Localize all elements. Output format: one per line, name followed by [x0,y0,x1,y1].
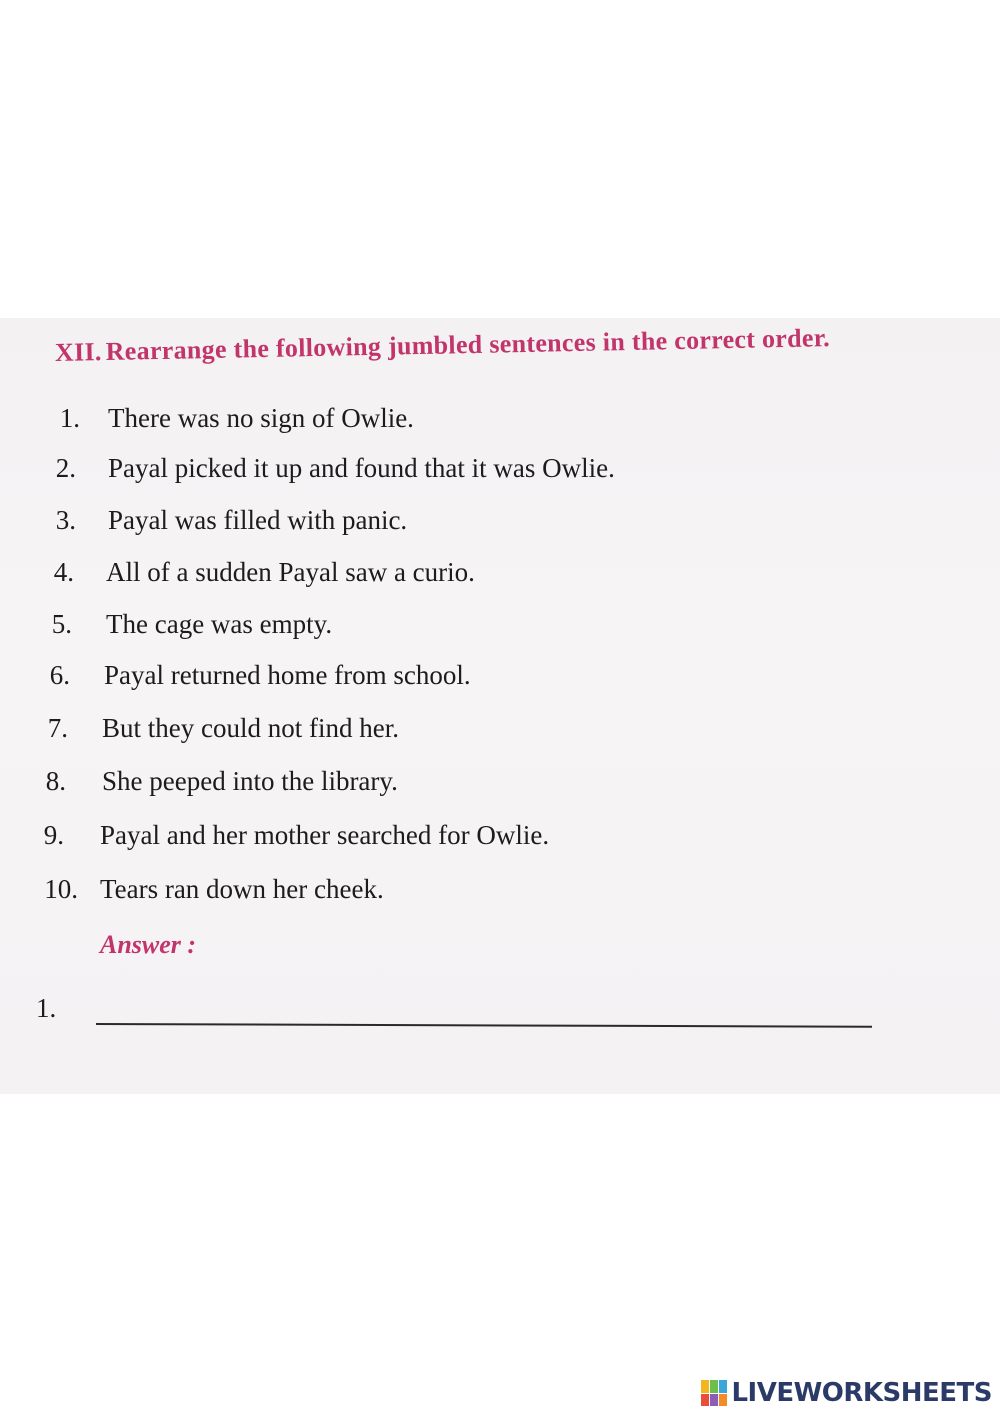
sentence-text: Payal picked it up and found that it was Owlie. [108,453,615,483]
sentence-number: 3. [55,505,76,535]
exercise-instruction: Rearrange the following jumbled sentences in the correct order. [105,323,831,367]
sentence-number: 6. [49,660,70,690]
answer-row [36,993,886,1033]
answer-blank-line[interactable] [96,1023,872,1028]
sentence-text: All of a sudden Payal saw a curio. [106,557,475,587]
answer-label: Answer : [100,930,197,959]
sentence-number: 10. [44,874,78,904]
sentence-text: Payal was filled with panic. [108,505,408,535]
sentence-text: There was no sign of Owlie. [108,403,414,433]
answer-number: 1. [36,993,57,1023]
sentence-number: 7. [47,713,68,743]
sentence-number: 2. [55,453,76,483]
scanned-page [0,318,1000,1094]
liveworksheets-branding [701,1378,992,1408]
sentence-text: The cage was empty. [106,609,333,639]
sentence-text: Tears ran down her cheek. [100,874,384,904]
sentence-number: 8. [45,766,66,796]
sentence-number: 9. [43,820,64,850]
sentence-number: 1. [59,403,80,433]
sentence-number: 5. [51,609,72,639]
sentence-text: But they could not find her. [102,713,399,743]
sentence-number: 4. [53,557,74,587]
sentence-text: She peeped into the library. [102,766,398,796]
sentence-text: Payal and her mother searched for Owlie. [100,820,550,850]
exercise-number: XII. [54,337,102,367]
sentence-text: Payal returned home from school. [104,660,471,690]
liveworksheets-logo-icon [701,1380,727,1406]
liveworksheets-wordmark: LIVEWORKSHEETS [731,1378,992,1408]
